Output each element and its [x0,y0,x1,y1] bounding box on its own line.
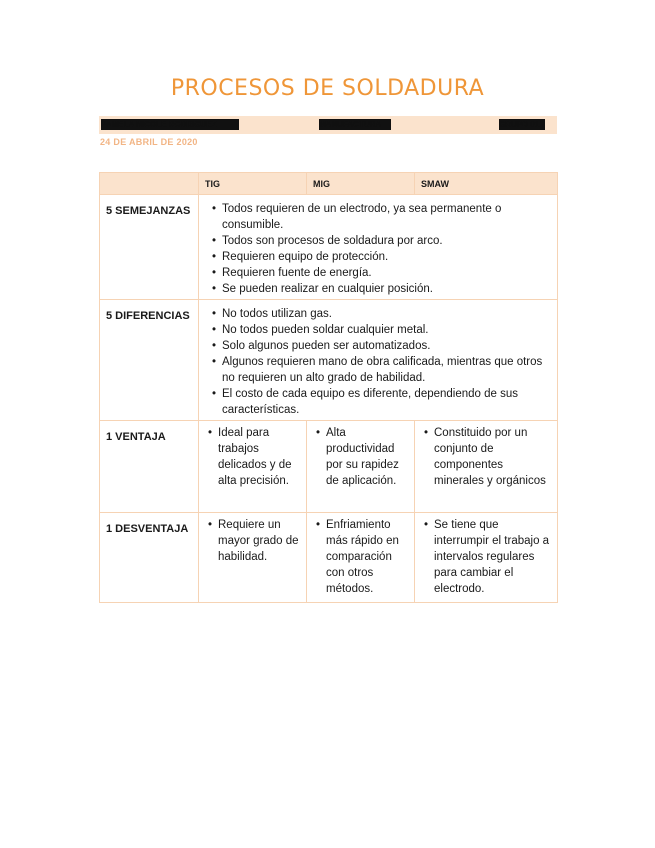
list-item: • No todos utilizan gas. [212,306,545,322]
table-row-ventaja [100,421,558,513]
list-item: • Solo algunos pueden ser automatizados. [212,338,545,354]
header-smaw: SMAW [415,173,558,195]
list-item: • Ideal para trabajos delicados y de alta precisión. [208,425,300,489]
list-item: • Todos requieren de un electrodo, ya sea permanente o consumible. [212,201,545,233]
list-item: • El costo de cada equipo es diferente, dependiendo de sus características. [212,386,545,418]
list-item: • Se pueden realizar en cualquier posición. [212,281,545,297]
list-item: • Todos son procesos de soldadura por arco. [212,233,545,249]
list-item: • No todos pueden soldar cualquier metal. [212,322,545,338]
list-item: • Requieren equipo de protección. [212,249,545,265]
list-item: • Algunos requieren mano de obra calificada, mientras que otros no requieren un alto grado de habilidad. [212,354,545,386]
header-mig: MIG [307,173,415,195]
comparison-table [99,172,558,603]
semejanzas-cell [199,195,558,300]
row-label-semejanzas: 5 SEMEJANZAS [100,195,199,300]
subject-name: MANUFACTURA [319,119,391,130]
group-name: GRUPO 01 [499,119,545,130]
ventaja-tig-cell [199,421,307,513]
header-tig: TIG [199,173,307,195]
table-header-row [100,173,558,195]
desventaja-tig-cell [199,513,307,603]
table-row-semejanzas [100,195,558,300]
list-item: • Requieren fuente de energía. [212,265,545,281]
table-row-diferencias [100,300,558,421]
author-name: PAMELA NICOLE RODRIGUEZ [101,119,239,130]
row-label-desventaja: 1 DESVENTAJA [100,513,199,603]
list-item: • Constituido por un conjunto de componentes minerales y orgánicos [424,425,551,489]
desventaja-mig-cell [307,513,415,603]
page-title: PROCESOS DE SOLDADURA [170,76,485,101]
desventaja-smaw-cell [415,513,558,603]
document-info-bar [99,116,557,134]
ventaja-smaw-cell [415,421,558,513]
table-row-desventaja [100,513,558,603]
diferencias-cell [199,300,558,421]
list-item: • Requiere un mayor grado de habilidad. [208,517,300,565]
row-label-diferencias: 5 DIFERENCIAS [100,300,199,421]
list-item: • Enfriamiento más rápido en comparación con otros métodos. [316,517,408,597]
document-date: 24 DE ABRIL DE 2020 [100,137,198,147]
row-label-ventaja: 1 VENTAJA [100,421,199,513]
header-empty [100,173,199,195]
list-item: • Alta productividad por su rapidez de aplicación. [316,425,408,489]
list-item: • Se tiene que interrumpir el trabajo a intervalos regulares para cambiar el electrodo. [424,517,551,597]
ventaja-mig-cell [307,421,415,513]
